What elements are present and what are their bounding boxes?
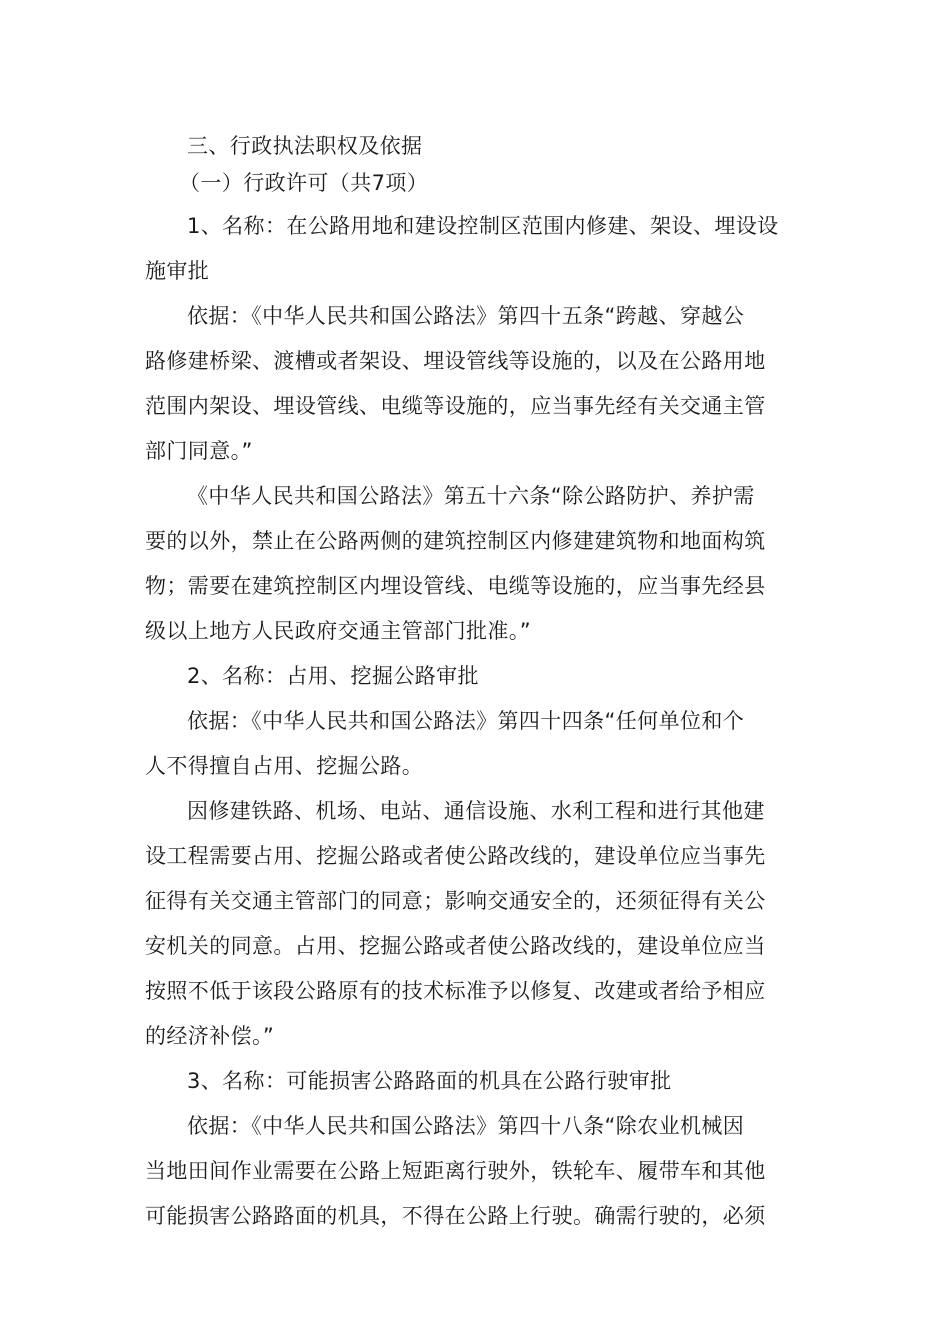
paragraph-line: 依据：《中华人民共和国公路法》第四十四条“任何单位和个 [187,709,745,733]
item-heading: 1、名称：在公路用地和建设控制区范围内修建、架设、埋设设 [187,214,779,238]
paragraph-line: 的经济补偿。” [145,1024,275,1048]
paragraph-line: 路修建桥梁、渡槽或者架设、埋设管线等设施的，以及在公路用地 [145,349,766,373]
permit-item-1 [145,208,810,658]
paragraph-line: 依据：《中华人民共和国公路法》第四十八条“除农业机械因 [187,1114,745,1138]
item-heading: 2、名称：占用、挖掘公路审批 [187,664,479,688]
paragraph-line: 《中华人民共和国公路法》第五十六条“除公路防护、养护需 [187,484,755,508]
basis-paragraph [145,478,810,650]
permit-item-2 [145,658,810,1063]
paragraph-line: 部门同意。” [145,439,253,463]
paragraph-line: 人不得擅自占用、挖掘公路。 [145,754,424,778]
paragraph-line: 依据：《中华人民共和国公路法》第四十五条“跨越、穿越公 [187,304,745,328]
basis-paragraph [145,1108,810,1235]
paragraph-line: 可能损害公路路面的机具，不得在公路上行驶。确需行驶的，必须 [145,1204,766,1228]
paragraph-line: 范围内架设、埋设管线、电缆等设施的，应当事先经有关交通主管 [145,394,766,418]
paragraph-line: 设工程需要占用、挖掘公路或者使公路改线的，建设单位应当事先 [145,844,766,868]
basis-paragraph [145,298,810,470]
paragraph-line: 征得有关交通主管部门的同意；影响交通安全的，还须征得有关公 [145,889,766,913]
item-heading-cont: 施审批 [145,259,210,283]
permit-item-3 [145,1063,810,1235]
basis-paragraph [145,793,810,1055]
paragraph-line: 物；需要在建筑控制区内埋设管线、电缆等设施的，应当事先经县 [145,574,766,598]
paragraph-line: 按照不低于该段公路原有的技术标准予以修复、改建或者给予相应 [145,979,766,1003]
paragraph-line: 因修建铁路、机场、电站、通信设施、水利工程和进行其他建 [187,799,765,823]
document-page [145,128,810,1235]
section-title: 三、行政执法职权及依据 [187,134,423,158]
paragraph-line: 级以上地方人民政府交通主管部门批准。” [145,619,531,643]
subsection-title: （一）行政许可（共7项） [179,171,429,195]
paragraph-line: 安机关的同意。占用、挖掘公路或者使公路改线的，建设单位应当 [145,934,766,958]
paragraph-line: 当地田间作业需要在公路上短距离行驶外，铁轮车、履带车和其他 [145,1159,766,1183]
item-heading: 3、名称：可能损害公路路面的机具在公路行驶审批 [187,1069,672,1093]
basis-paragraph [145,703,810,785]
paragraph-line: 要的以外，禁止在公路两侧的建筑控制区内修建建筑物和地面构筑 [145,529,766,553]
